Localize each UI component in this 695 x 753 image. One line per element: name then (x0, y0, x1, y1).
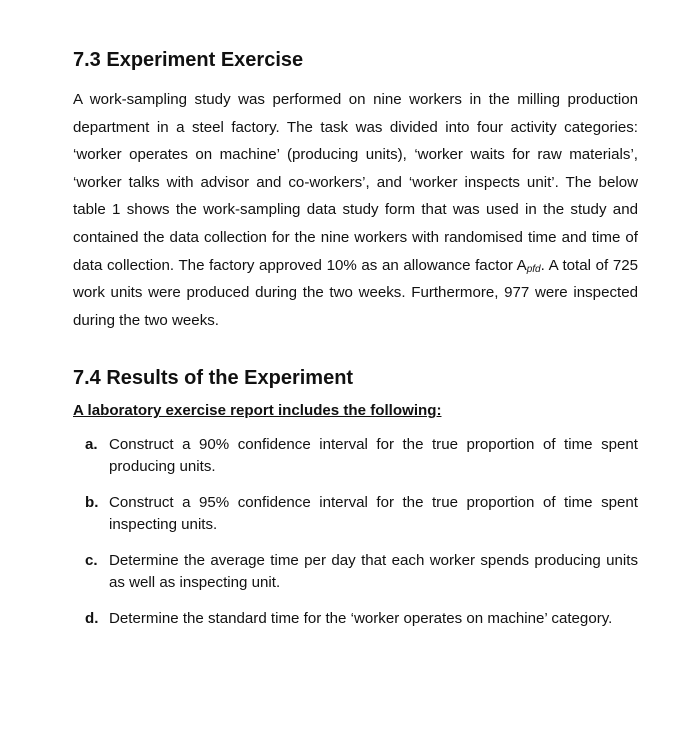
list-item (85, 550, 638, 593)
list-item-text: Determine the average time per day that each worker spends producing units as well as inspecting unit. (109, 552, 638, 591)
paragraph-text: A work-sampling study was performed on nine workers in the milling production department in a steel factory. The task was divided into four activity categories: ‘worker operates on machine’ (producing units), ‘worker waits for raw materials’, ‘worker talks with advisor and co-workers’, and ‘worker inspects unit’. The below table 1 shows the work-sampling data study form that was used in the study and contained the data collection for the nine workers with randomised time and time of data collection. The factory approved 10% as an allowance factor A (73, 91, 638, 274)
list-item-letter: c. (85, 552, 98, 569)
list-item (85, 434, 638, 477)
list-item (85, 492, 638, 535)
list-item-text: Construct a 95% confidence interval for the true proportion of time spent inspecting units. (109, 494, 638, 533)
list-item-letter: b. (85, 494, 99, 511)
list-item (85, 608, 638, 630)
experiment-description-paragraph (73, 86, 638, 334)
section-heading-results: 7.4 Results of the Experiment (73, 367, 354, 389)
list-item-letter: d. (85, 610, 99, 627)
list-item-text: Construct a 90% confidence interval for the true proportion of time spent producing units. (109, 436, 638, 475)
section-heading-experiment-exercise: 7.3 Experiment Exercise (73, 49, 304, 71)
paragraph-text-continued: . A total of 725 work units were produced during the two weeks. Furthermore, 977 were inspected during the two weeks. (73, 256, 638, 329)
list-item-letter: a. (85, 436, 98, 453)
list-item-text: Determine the standard time for the ‘worker operates on machine’ category. (109, 610, 613, 627)
report-requirements-subheading: A laboratory exercise report includes the following: (73, 402, 442, 419)
task-list (85, 434, 638, 630)
allowance-factor-subscript: pfd (526, 263, 541, 275)
